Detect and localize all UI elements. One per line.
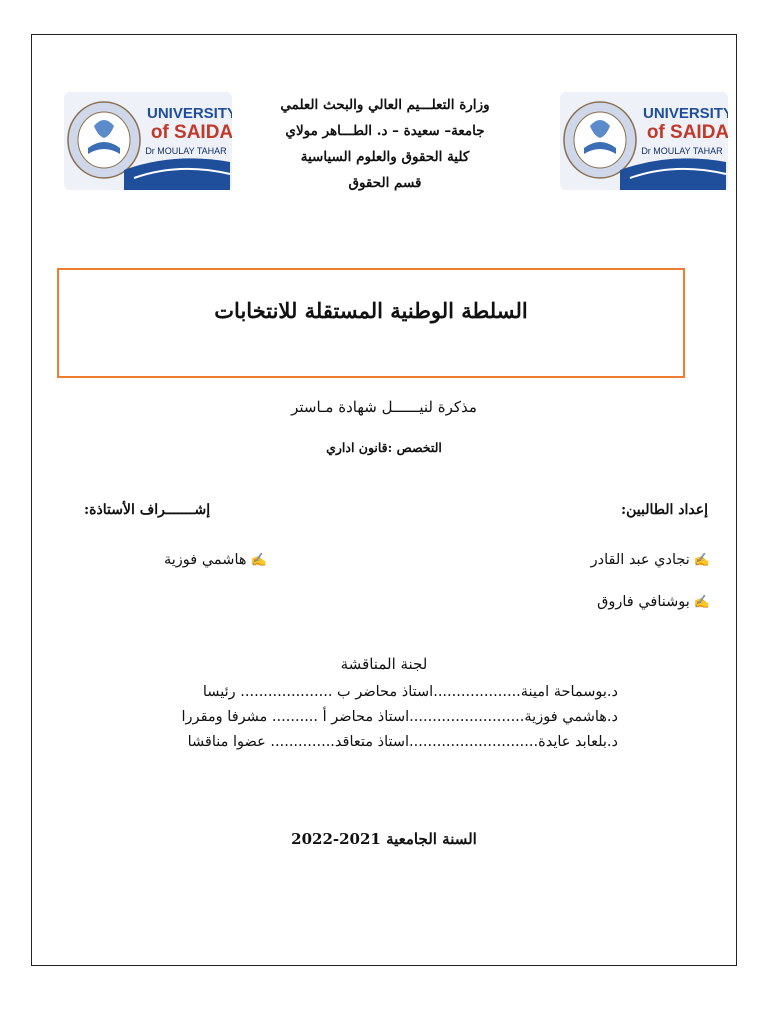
supervisor-name: ✍هاشمي فوزية bbox=[164, 552, 267, 568]
student-2: ✍بوشنافي فاروق bbox=[597, 594, 710, 610]
logo-left-line3: Dr MOULAY TAHAR bbox=[145, 146, 227, 156]
ministry-line: وزارة التعلـــيم العالي والبحث العلمي bbox=[280, 97, 490, 113]
specialty-line: التخصص :قانون اداري bbox=[326, 440, 442, 455]
thesis-title: السلطة الوطنية المستقلة للانتخابات bbox=[214, 298, 528, 323]
academic-year: السنة الجامعية 2021-2022 bbox=[291, 830, 477, 848]
writing-hand-icon: ✍ bbox=[250, 553, 267, 568]
committee-member-3: د.بلعابد عايدة............................استاذ متعاقد.............. عضوا مناقشا bbox=[187, 734, 618, 750]
committee-member-1: د.بوسماحة امينة...................استاذ محاضر ب .................... رئيسا bbox=[202, 684, 618, 700]
university-logo-right bbox=[560, 92, 728, 190]
committee-heading: لجنة المناقشة bbox=[340, 655, 428, 673]
supervisor-label: إشـــــــراف الأستاذة: bbox=[84, 502, 211, 518]
logo-left-line2: of SAIDA bbox=[150, 122, 232, 143]
writing-hand-icon: ✍ bbox=[693, 553, 710, 568]
department-line: قسم الحقوق bbox=[348, 175, 422, 191]
title-box bbox=[57, 268, 685, 378]
student-1: ✍نجادي عبد القادر bbox=[590, 552, 710, 568]
writing-hand-icon: ✍ bbox=[693, 595, 710, 610]
logo-right-line1: UNIVERSITY bbox=[642, 105, 728, 122]
institution-header bbox=[240, 92, 530, 196]
university-logo-left-graphic bbox=[64, 92, 232, 190]
committee-member-2: د.هاشمي فوزية.........................استاذ محاضر أ .......... مشرفا ومقررا bbox=[181, 709, 618, 725]
university-logo-left bbox=[64, 92, 232, 190]
logo-right-line3: Dr MOULAY TAHAR bbox=[641, 146, 723, 156]
logo-left-line1: UNIVERSITY bbox=[146, 105, 232, 122]
university-line: جامعة– سعيدة – د. الطـــاهر مولاي bbox=[285, 123, 485, 139]
memo-line: مذكرة لنيــــــل شهادة مـاستر bbox=[291, 398, 477, 416]
logo-right-line2: of SAIDA bbox=[646, 122, 728, 143]
students-label: إعداد الطالبين: bbox=[620, 502, 708, 518]
university-logo-right-graphic bbox=[560, 92, 728, 190]
faculty-line: كلية الحقوق والعلوم السياسية bbox=[300, 149, 470, 165]
